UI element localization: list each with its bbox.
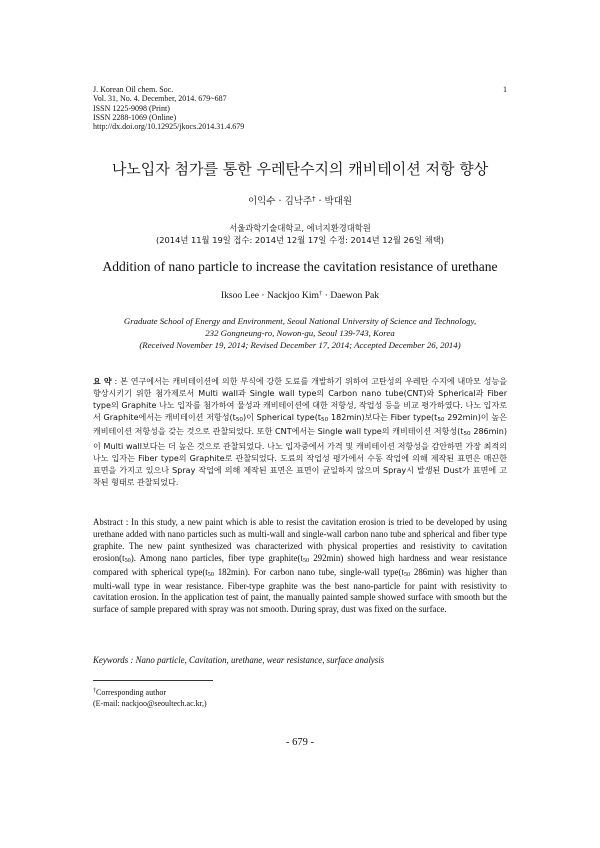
english-title: Addition of nano particle to increase the cavitation resistance of urethane bbox=[102, 259, 498, 274]
header-page-number: 1 bbox=[503, 85, 507, 94]
abstract-text: : 본 연구에서는 캐비테이션에 의한 부식에 강한 도료를 개발하기 위하여 고탄성의 우레탄 수지에 내마모 성능을 향상시키기 위한 첨가제로서 Multi wall과 Single wall type의 Carbon nano tube(CNT)와 Spherical과 Fiber type의 Graphite 나노 입자를 첨가하여 물성과 캐비테이션에 대한 저항성, 작업성 등을 비교 평가하였다. 나노 입자로서 Graphite에서는 캐비테이션 저항성(t bbox=[93, 377, 507, 422]
footnote-corresponding: Corresponding author bbox=[96, 688, 166, 697]
author-2-ko: 김낙주 bbox=[284, 196, 313, 207]
subscript: 50 bbox=[463, 431, 471, 438]
author-separator: · bbox=[278, 196, 282, 207]
abstract-text: 286min)이 Multi wall보다는 더 높은 것으로 관찰되었다. 나노 입자중에서 가격 및 캐비테이션 저항성을 감안하면 가장 최적의 나노 입자는 Fiber type의 Graphite로 관찰되었다. 도료의 작업성 평가에서 수동 작업에 의해 제작된 표면은 매끈한 표면을 가지고 있으나 Spray 작업에 의해 제작된 표면은 표면이 균일하지 않으며 Spray시 발생된 Dust가 표면에 고착된 형태로 관찰되었다. bbox=[93, 427, 507, 487]
subscript: 50 bbox=[235, 416, 243, 423]
keywords-text: : Nano particle, Cavitation, urethane, wear resistance, surface analysis bbox=[128, 655, 385, 665]
abstract-text: : In this study, a new paint which is able to resist the cavitation erosion is tried to be developed by using urethane added with nano particles such as multi-wall and single-wall carbon nano tube and spherical and fiber type graphite. The new paint synthesized was characterized with physical properties and resistivity to cavitation erosion(t bbox=[93, 517, 507, 563]
keywords bbox=[93, 655, 507, 665]
journal-name: J. Korean Oil chem. Soc. bbox=[93, 85, 174, 94]
received-dates-ko: (2014년 11월 19일 접수: 2014년 12월 17일 수정: 2014년 12월 26일 채택) bbox=[156, 235, 444, 245]
abstract-text: )이 Spherical type(t bbox=[242, 412, 322, 422]
journal-volume: Vol. 31, No. 4. December, 2014. 679~687 bbox=[93, 94, 227, 104]
english-authors bbox=[0, 290, 600, 301]
english-abstract-label: Abstract bbox=[93, 517, 124, 527]
issn-online: ISSN 2288-1069 (Online) bbox=[93, 112, 177, 122]
subscript: 50 bbox=[403, 570, 411, 578]
abstract-text: 292min) showed high hardness and wear resistance compared with spherical type(t bbox=[93, 552, 507, 577]
subscript: 50 bbox=[321, 416, 329, 423]
footnote-divider bbox=[93, 680, 213, 681]
dagger-mark: † bbox=[318, 290, 323, 297]
korean-affiliation bbox=[0, 222, 600, 246]
korean-abstract-label: 요 약 bbox=[93, 377, 112, 386]
author-1-ko: 이익수 bbox=[247, 196, 276, 207]
english-affiliation bbox=[60, 316, 540, 351]
abstract-text: 292min)이 높은 캐비테이션 저항성을 갖는 것으로 관찰되었다. 또한 CNT에서는 Single wall type의 캐비테이션 저항성(t bbox=[93, 412, 507, 437]
korean-title: 나노입자 첨가를 통한 우레탄수지의 캐비테이션 저항 향상 bbox=[111, 160, 489, 178]
author-3-en: Daewon Pak bbox=[330, 290, 380, 301]
korean-authors bbox=[0, 193, 600, 207]
dagger-mark: † bbox=[93, 688, 96, 694]
footnote-email: (E-mail: nackjoo@seoultech.ac.kr,) bbox=[93, 699, 207, 708]
author-1-en: Iksoo Lee bbox=[220, 290, 259, 301]
abstract-text: 182min)보다는 Fiber type(t bbox=[328, 412, 438, 422]
affiliation-en-line2: 232 Gongneung-ro, Nowon-gu, Seoul 139-743, Korea bbox=[205, 327, 395, 338]
subscript: 50 bbox=[124, 556, 131, 564]
footnote bbox=[93, 686, 207, 709]
abstract-text: 286min) was higher than multi-wall type in wear resistance. Fiber-type graphite was the best nano-particle for paint with resistivity to cavitation erosion. In the application test of paint, the manually painted sample showed surface with smooth but the surface of sample prepared with spray was not smooth. During spray, dust was fixed on the surface. bbox=[93, 566, 507, 615]
author-2-en: Nackjoo Kim bbox=[267, 290, 319, 301]
subscript: 50 bbox=[302, 556, 310, 564]
keywords-label: Keywords bbox=[93, 655, 129, 665]
author-separator: · bbox=[261, 290, 265, 301]
doi-link[interactable]: http://dx.doi.org/10.12925/jkocs.2014.31.4.679 bbox=[93, 122, 245, 132]
author-3-ko: 박대원 bbox=[324, 196, 353, 207]
page-footer-number: - 679 - bbox=[286, 737, 314, 748]
abstract-text: 182min). For carbon nano tube, single-wall type(t bbox=[213, 566, 404, 577]
abstract-text: ). Among nano particles, fiber type graphite(t bbox=[130, 552, 303, 563]
dagger-mark: † bbox=[312, 195, 316, 203]
author-separator: · bbox=[318, 196, 322, 207]
affiliation-ko-line1: 서울과학기술대학교, 에너지환경대학원 bbox=[229, 223, 371, 233]
author-separator: · bbox=[324, 290, 328, 301]
korean-abstract bbox=[93, 376, 507, 489]
issn-print: ISSN 1225-9098 (Print) bbox=[93, 103, 170, 113]
affiliation-en-line1: Graduate School of Energy and Environment, Seoul National University of Science and Technology, bbox=[123, 316, 477, 326]
subscript: 50 bbox=[207, 570, 214, 578]
english-abstract bbox=[93, 517, 507, 616]
subscript: 50 bbox=[437, 416, 445, 423]
received-dates-en: (Received November 19, 2014; Revised December 17, 2014; Accepted December 26, 2014) bbox=[139, 339, 461, 350]
journal-header bbox=[93, 85, 244, 131]
